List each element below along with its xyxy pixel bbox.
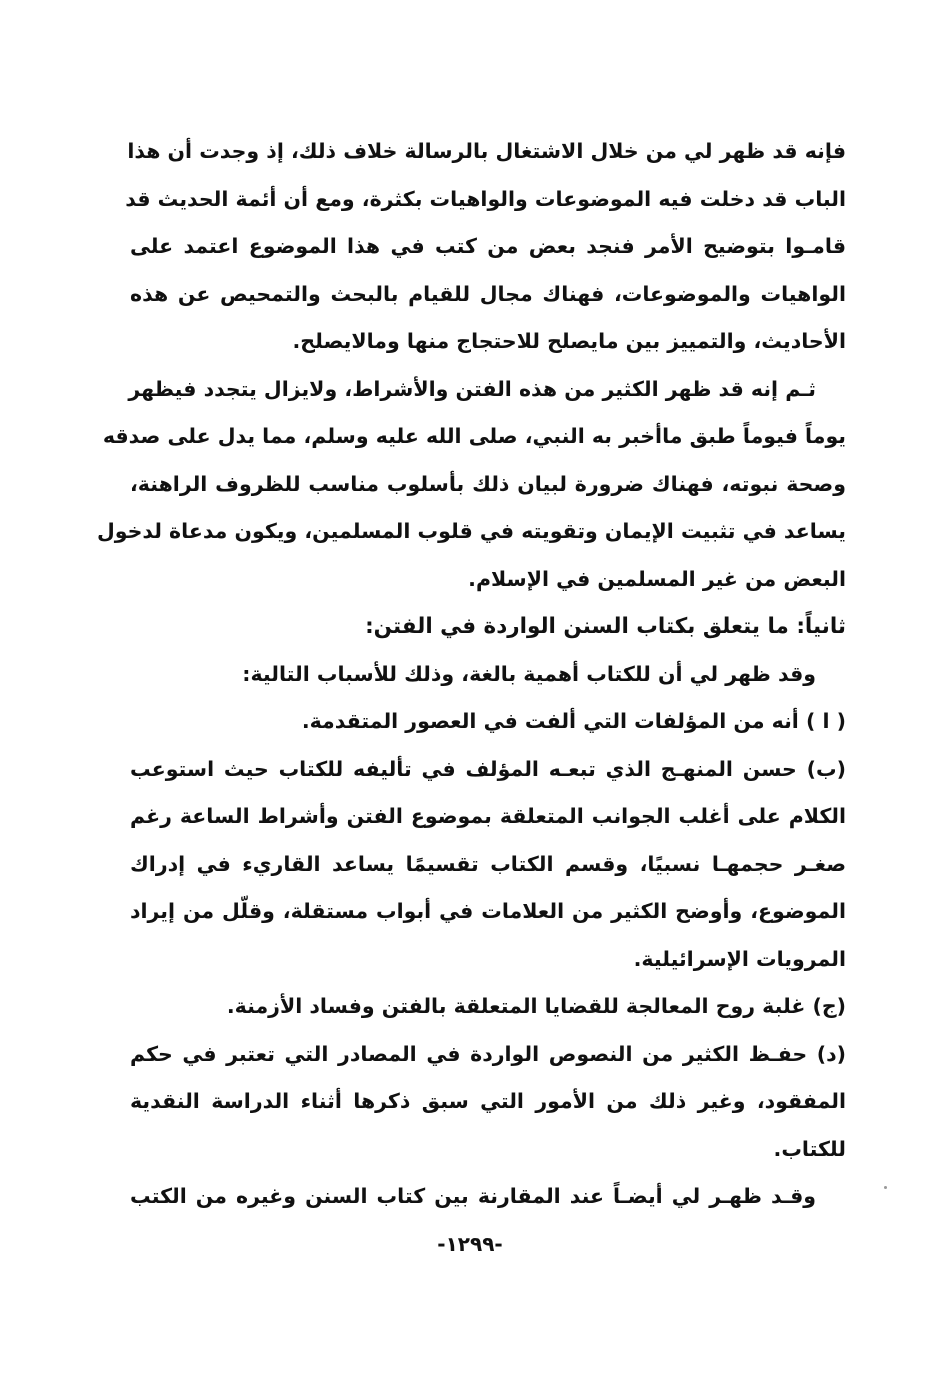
paragraph-1-line-2: الباب قد دخلت فيه الموضوعات والواهيات بكثرة، ومع أن أئمة الحديث قد [125, 186, 846, 211]
list-item-b-line-4: الموضوع، وأوضح الكثير من العلامات في أبواب مستقلة، وقلّل من إيراد [130, 899, 846, 923]
list-item-b-line-2: الكلام على أغلب الجوانب المتعلقة بموضوع الفتن وأشراط الساعة رغم [130, 804, 846, 828]
list-item-a: ( ا ) أنه من المؤلفات التي ألفت في العصور المتقدمة. [301, 709, 846, 733]
page-number: -١٢٩٩- [437, 1232, 503, 1256]
paragraph-2-line-4: يساعد في تثبيت الإيمان وتقويته في قلوب المسلمين، ويكون مدعاة لدخول [96, 519, 846, 543]
paragraph-1-line-4: الواهيات والموضوعات، فهناك مجال للقيام بالبحث والتمحيص عن هذه [130, 281, 846, 306]
intro-line: وقد ظهر لي أن للكتاب أهمية بالغة، وذلك للأسباب التالية: [242, 661, 816, 686]
paragraph-2-line-2: يوماً فيوماً طبق ماأخبر به النبي، صلى الله عليه وسلم، مما يدل على صدقه [102, 424, 846, 448]
list-item-d-line-3: للكتاب. [773, 1136, 846, 1161]
paragraph-1-line-1: فإنه قد ظهر لي من خلال الاشتغال بالرسالة خلاف ذلك، إذ وجدت أن هذا [127, 139, 846, 163]
paragraph-2-line-1: ثـم إنه قد ظهر الكثير من هذه الفتن والأشراط، ولايزال يتجدد فيظهر [128, 376, 816, 401]
scan-speck [884, 1186, 887, 1189]
paragraph-1-line-5: الأحاديث، والتمييز بين مايصلح للاحتجاج منها ومالايصلح. [292, 329, 846, 353]
paragraph-2-line-5: البعض من غير المسلمين في الإسلام. [468, 566, 846, 591]
paragraph-2-line-3: وصحة نبوته، فهناك ضرورة لبيان ذلك بأسلوب مناسب للظروف الراهنة، [130, 471, 846, 496]
list-item-c: (ج) غلبة روح المعالجة للقضايا المتعلقة بالفتن وفساد الأزمنة. [226, 994, 846, 1018]
list-item-b-line-5: المرويات الإسرائيلية. [633, 946, 846, 971]
list-item-b-line-1: (ب) حسن المنهـج الذي تبعـه المؤلف في تأليفه للكتاب حيث استوعب [130, 756, 846, 781]
section-heading: ثانياً: ما يتعلق بكتاب السنن الواردة في الفتن: [365, 614, 846, 639]
list-item-b-line-3: صغـر حجمهـا نسبيًا، وقسم الكتاب تقسيمًا يساعد القاريء في إدراك [130, 851, 846, 876]
list-item-d-line-2: المفقود، وغير ذلك من الأمور التي سبق ذكرها أثناء الدراسة النقدية [130, 1089, 846, 1113]
body-text [96, 128, 846, 1221]
paragraph-3-line-1: وقـد ظهـر لي أيضـاً عند المقارنة بين كتاب السنن وغيره من الكتب [130, 1184, 816, 1208]
paragraph-1-line-3: قامـوا بتوضيح الأمر فنجد بعض من كتب في هذا الموضوع اعتمد على [130, 234, 846, 258]
list-item-d-line-1: (د) حفـظ الكثير من النصوص الواردة في المصادر التي تعتبر في حكم [130, 1041, 846, 1066]
